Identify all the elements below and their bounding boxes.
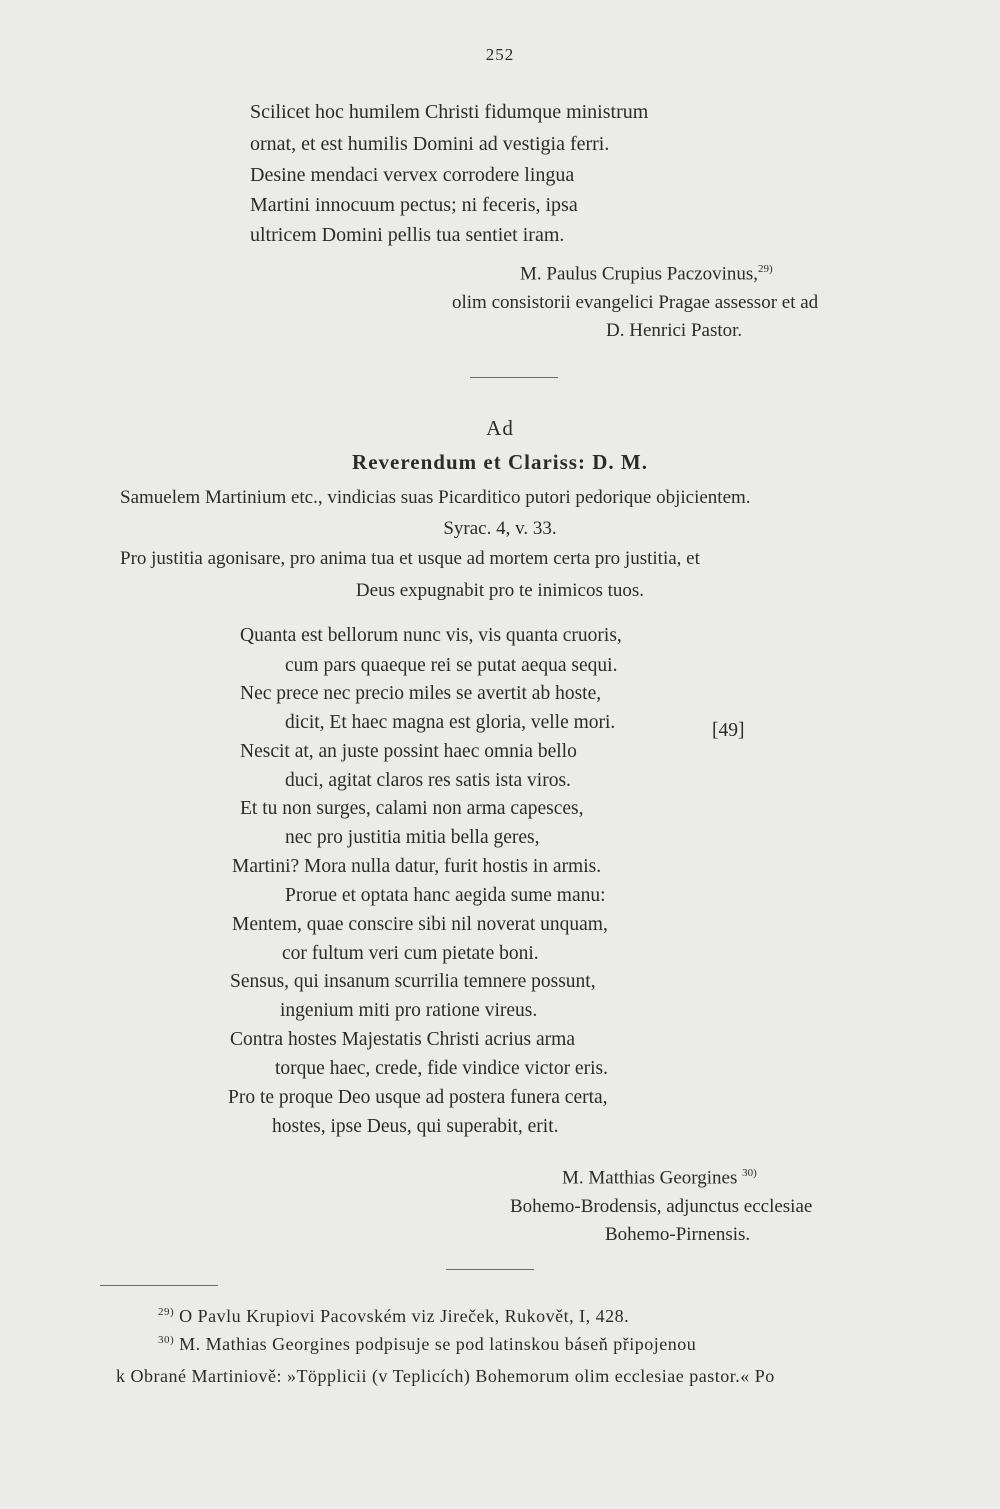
footnote-ref-29: 29) (758, 263, 773, 275)
poem1-line-3: Desine mendaci vervex corrodere lingua (250, 164, 575, 186)
footnote-29-text: O Pavlu Krupiovi Pacovském viz Jireček, Rukovět, I, 428. (179, 1306, 630, 1326)
poem1-line-5: ultricem Domini pellis tua sentiet iram. (250, 224, 565, 246)
poem1-line-4: Martini innocuum pectus; ni feceris, ipsa (250, 194, 578, 216)
marginal-page-ref: [49] (712, 720, 745, 741)
section-divider (470, 377, 558, 378)
signature2-name-text: M. Matthias Georgines (562, 1167, 738, 1189)
signature2-line-3: Bohemo-Pirnensis. (605, 1224, 751, 1245)
page-number: 252 (485, 45, 515, 64)
footnote-29-mark: 29) (158, 1306, 175, 1318)
signature2-name (562, 1167, 757, 1189)
poem2-title-main: Reverendum et Clariss: D. M. (352, 450, 648, 474)
footnote-30-text: M. Mathias Georgines podpisuje se pod latinskou báseň připojenou (179, 1334, 697, 1354)
signature-line-2: olim consistorii evangelici Pragae assessor et ad (452, 292, 819, 313)
poem2-line-7: Et tu non surges, calami non arma capesces, (240, 798, 584, 819)
poem2-subtitle: Samuelem Martinium etc., vindicias suas Picarditico putori pedorique objicientem. (120, 487, 751, 508)
poem2-line-9: Martini? Mora nulla datur, furit hostis in armis. (232, 856, 602, 877)
poem2-line-17: Pro te proque Deo usque ad postera funera certa, (228, 1087, 608, 1108)
poem2-line-3: Nec prece nec precio miles se avertit ab hoste, (240, 683, 602, 704)
signature-line-3: D. Henrici Pastor. (606, 320, 743, 341)
poem2-line-12: cor fultum veri cum pietate boni. (282, 943, 539, 964)
footnote-30-mark: 30) (158, 1334, 175, 1346)
poem2-line-18: hostes, ipse Deus, qui superabit, erit. (272, 1116, 559, 1137)
signature-name (520, 263, 773, 285)
poem2-citation: Syrac. 4, v. 33. (443, 518, 557, 539)
footnote-ref-30: 30) (742, 1167, 757, 1179)
signature-name-text: M. Paulus Crupius Paczovinus, (520, 263, 759, 285)
footnote-rule (100, 1285, 218, 1286)
poem2-title-ad: Ad (486, 416, 514, 440)
footnote-29 (158, 1306, 629, 1327)
section-divider-2 (446, 1269, 534, 1270)
poem2-line-14: ingenium miti pro ratione vireus. (280, 1000, 538, 1021)
footnote-30-continuation: k Obrané Martiniově: »Töpplicii (v Teplicích) Bohemorum olim ecclesiae pastor.« Po (116, 1366, 775, 1386)
poem2-line-15: Contra hostes Majestatis Christi acrius arma (230, 1029, 575, 1050)
poem2-epigraph-line-2: Deus expugnabit pro te inimicos tuos. (355, 580, 645, 601)
poem2-epigraph-line-1: Pro justitia agonisare, pro anima tua et usque ad mortem certa pro justitia, et (120, 548, 700, 569)
poem2-line-5: Nescit at, an juste possint haec omnia bello (240, 741, 577, 762)
poem2-line-11: Mentem, quae conscire sibi nil noverat unquam, (232, 914, 608, 935)
poem1-line-1: Scilicet hoc humilem Christi fidumque ministrum (250, 101, 649, 123)
poem1-line-2: ornat, et est humilis Domini ad vestigia ferri. (250, 133, 610, 155)
poem2-line-16: torque haec, crede, fide vindice victor eris. (275, 1058, 608, 1079)
poem2-line-13: Sensus, qui insanum scurrilia temnere possunt, (230, 971, 596, 992)
poem2-line-4: dicit, Et haec magna est gloria, velle mori. (285, 712, 616, 733)
poem2-line-1: Quanta est bellorum nunc vis, vis quanta cruoris, (240, 625, 622, 646)
poem2-line-8: nec pro justitia mitia bella geres, (285, 827, 540, 848)
signature2-line-2: Bohemo-Brodensis, adjunctus ecclesiae (510, 1196, 813, 1217)
poem2-line-2: cum pars quaeque rei se putat aequa sequi. (285, 655, 618, 676)
footnote-30 (158, 1334, 696, 1355)
poem2-line-10: Prorue et optata hanc aegida sume manu: (285, 885, 606, 906)
poem2-line-6: duci, agitat claros res satis ista viros. (285, 770, 571, 791)
